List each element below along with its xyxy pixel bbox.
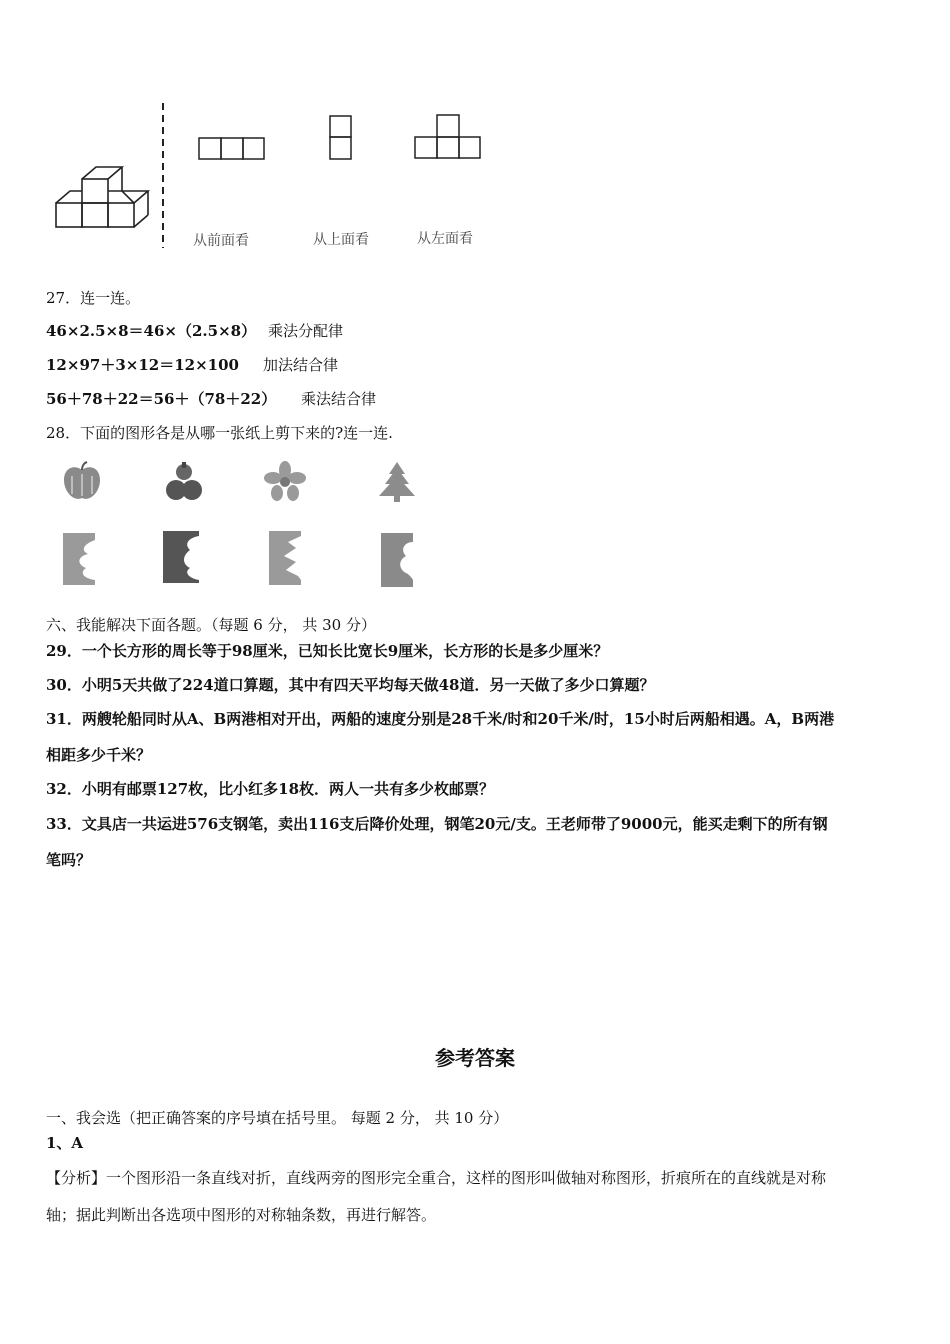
q33-line-2: 笔吗？ [46,851,92,869]
q31-line-2: 相距多少千米？ [46,746,152,764]
caption-front-view: 从前面看 [193,233,249,249]
q27-title: 27．连一连。 [46,289,141,307]
q32: 32．小明有邮票127枚，比小红多18枚．两人一共有多少枚邮票？ [46,780,495,798]
paper-sheet-4-icon [380,532,414,588]
q27-expr-1: 46×2.5×8＝46×（2.5×8） [46,322,257,340]
q31-line-1: 31．两艘轮船同时从A、B两港相对开出，两船的速度分别是28千米/时和20千米/时，15小时后两船相遇。A，B两港 [46,710,835,728]
answers-heading: 参考答案 [435,1046,515,1070]
left-view-shape [414,114,482,160]
front-view-shape [198,137,266,161]
flower-cutout-icon [262,460,308,504]
answer-1: 1、A [46,1134,84,1152]
apple-cutout-icon [60,460,104,504]
q33-line-1: 33．文具店一共运进576支钢笔，卖出116支后降价处理，钢笔20元/支。王老师带了9000元，能买走剩下的所有钢 [46,815,828,833]
gourd-cutout-icon [162,460,206,504]
analysis-line-1: 【分析】一个图形沿一条直线对折，直线两旁的图形完全重合，这样的图形叫做轴对称图形，折痕所在的直线就是对称 [46,1169,827,1187]
paper-sheet-3-icon [268,530,302,586]
paper-sheet-2-icon [162,530,200,584]
q27-expr-2: 12×97＋3×12＝12×100 [46,356,239,374]
q27-law-1: 乘法分配律 [268,322,344,340]
q29: 29．一个长方形的周长等于98厘米，已知长比宽长9厘米，长方形的长是多少厘米？ [46,642,609,660]
section-6-title: 六、我能解决下面各题。（每题 6 分， 共 30 分） [46,616,376,634]
dashed-divider [158,103,168,248]
cube-stack-figure [50,155,150,235]
caption-left-view: 从左面看 [417,231,473,247]
tree-cutout-icon [375,460,419,504]
caption-top-view: 从上面看 [313,232,369,248]
paper-sheet-1-icon [62,532,96,586]
q27-law-2: 加法结合律 [263,356,339,374]
q30: 30．小明5天共做了224道口算题，其中有四天平均每天做48道．另一天做了多少口算题？ [46,676,655,694]
analysis-line-2: 轴；据此判断出各选项中图形的对称轴条数，再进行解答。 [46,1206,437,1224]
q28-title: 28．下面的图形各是从哪一张纸上剪下来的?连一连. [46,424,393,442]
q27-law-3: 乘法结合律 [301,390,377,408]
q27-expr-3: 56＋78＋22＝56＋（78＋22） [46,390,277,408]
answers-section-1-title: 一、我会选（把正确答案的序号填在括号里。 每题 2 分， 共 10 分） [46,1109,509,1127]
top-view-shape [329,115,353,161]
